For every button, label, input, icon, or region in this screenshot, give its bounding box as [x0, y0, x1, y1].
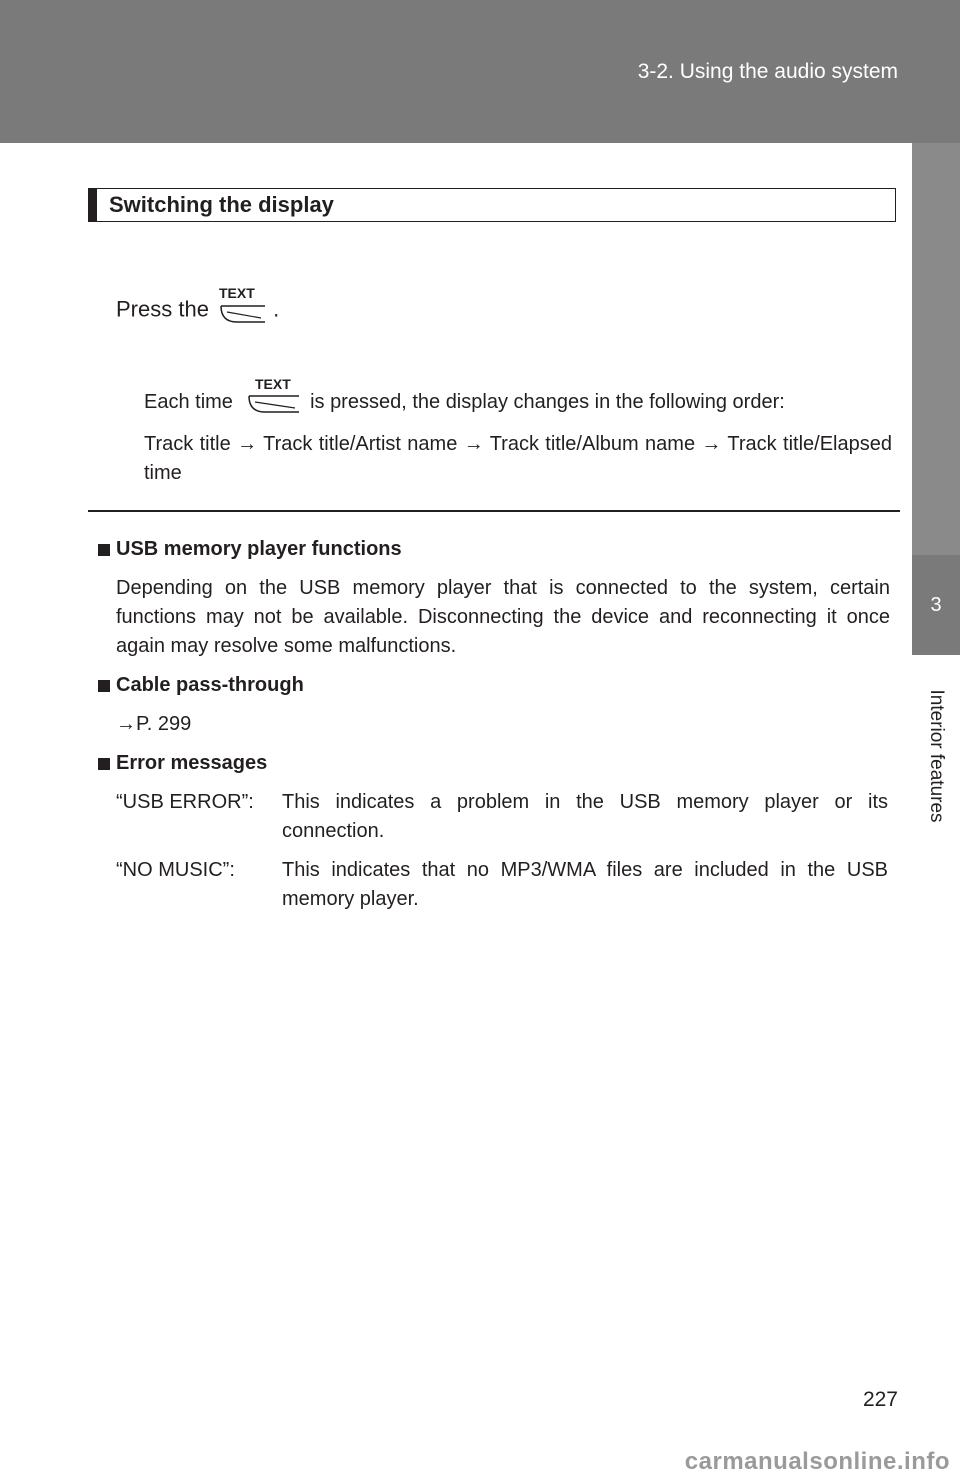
display-sequence: Track title → Track title/Artist name → Track title/Album name → Track title/Elapsed time — [144, 433, 892, 484]
watermark-text: carmanualsonline.info — [684, 1448, 950, 1475]
text-button-caption: TEXT — [219, 285, 255, 301]
text-button-icon — [215, 284, 273, 337]
error-desc-no-music: This indicates that no MP3/WMA files are included in the USB memory player. — [282, 859, 888, 910]
note-title-text: Error messages — [116, 752, 268, 774]
detail-prefix: Each time — [144, 390, 233, 413]
divider — [88, 510, 900, 512]
chapter-number: 3 — [930, 593, 942, 616]
section-heading — [88, 188, 896, 222]
square-bullet-icon — [98, 758, 110, 770]
page-reference: →P. 299 — [116, 713, 192, 735]
chapter-tab-number — [912, 555, 960, 655]
instruction-prefix: Press the — [116, 296, 209, 322]
error-code-usb-error: “USB ERROR”: — [116, 791, 254, 813]
page-number: 227 — [862, 1388, 898, 1411]
running-header: 3-2. Using the audio system — [637, 60, 898, 83]
square-bullet-icon — [98, 680, 110, 692]
text-button-caption: TEXT — [254, 376, 291, 392]
chapter-label: Interior features — [926, 689, 947, 823]
note-title-errors — [98, 752, 267, 775]
instruction-line — [116, 284, 279, 337]
note-body-usb-functions: Depending on the USB memory player that is connected to the system, certain functions may not be available. Disconnecting the device and reconnecting it once again may resolve some malfunctions. — [116, 577, 890, 657]
section-title: Switching the display — [109, 192, 334, 217]
watermark — [0, 1440, 960, 1484]
instruction-suffix: . — [273, 296, 280, 322]
detail-suffix: is pressed, the display changes in the following order: — [310, 390, 785, 413]
note-title-cable — [98, 674, 304, 697]
note-title-usb-functions — [98, 538, 402, 561]
note-title-text: USB memory player functions — [116, 538, 402, 560]
note-title-text: Cable pass-through — [116, 674, 304, 696]
error-desc-usb-error: This indicates a problem in the USB memory player or its connection. — [282, 791, 888, 842]
side-tab-upper — [912, 143, 960, 555]
text-button-icon — [239, 376, 305, 429]
detail-line — [144, 376, 785, 429]
heading-bar — [89, 189, 97, 221]
error-code-no-music: “NO MUSIC”: — [116, 859, 235, 881]
square-bullet-icon — [98, 544, 110, 556]
